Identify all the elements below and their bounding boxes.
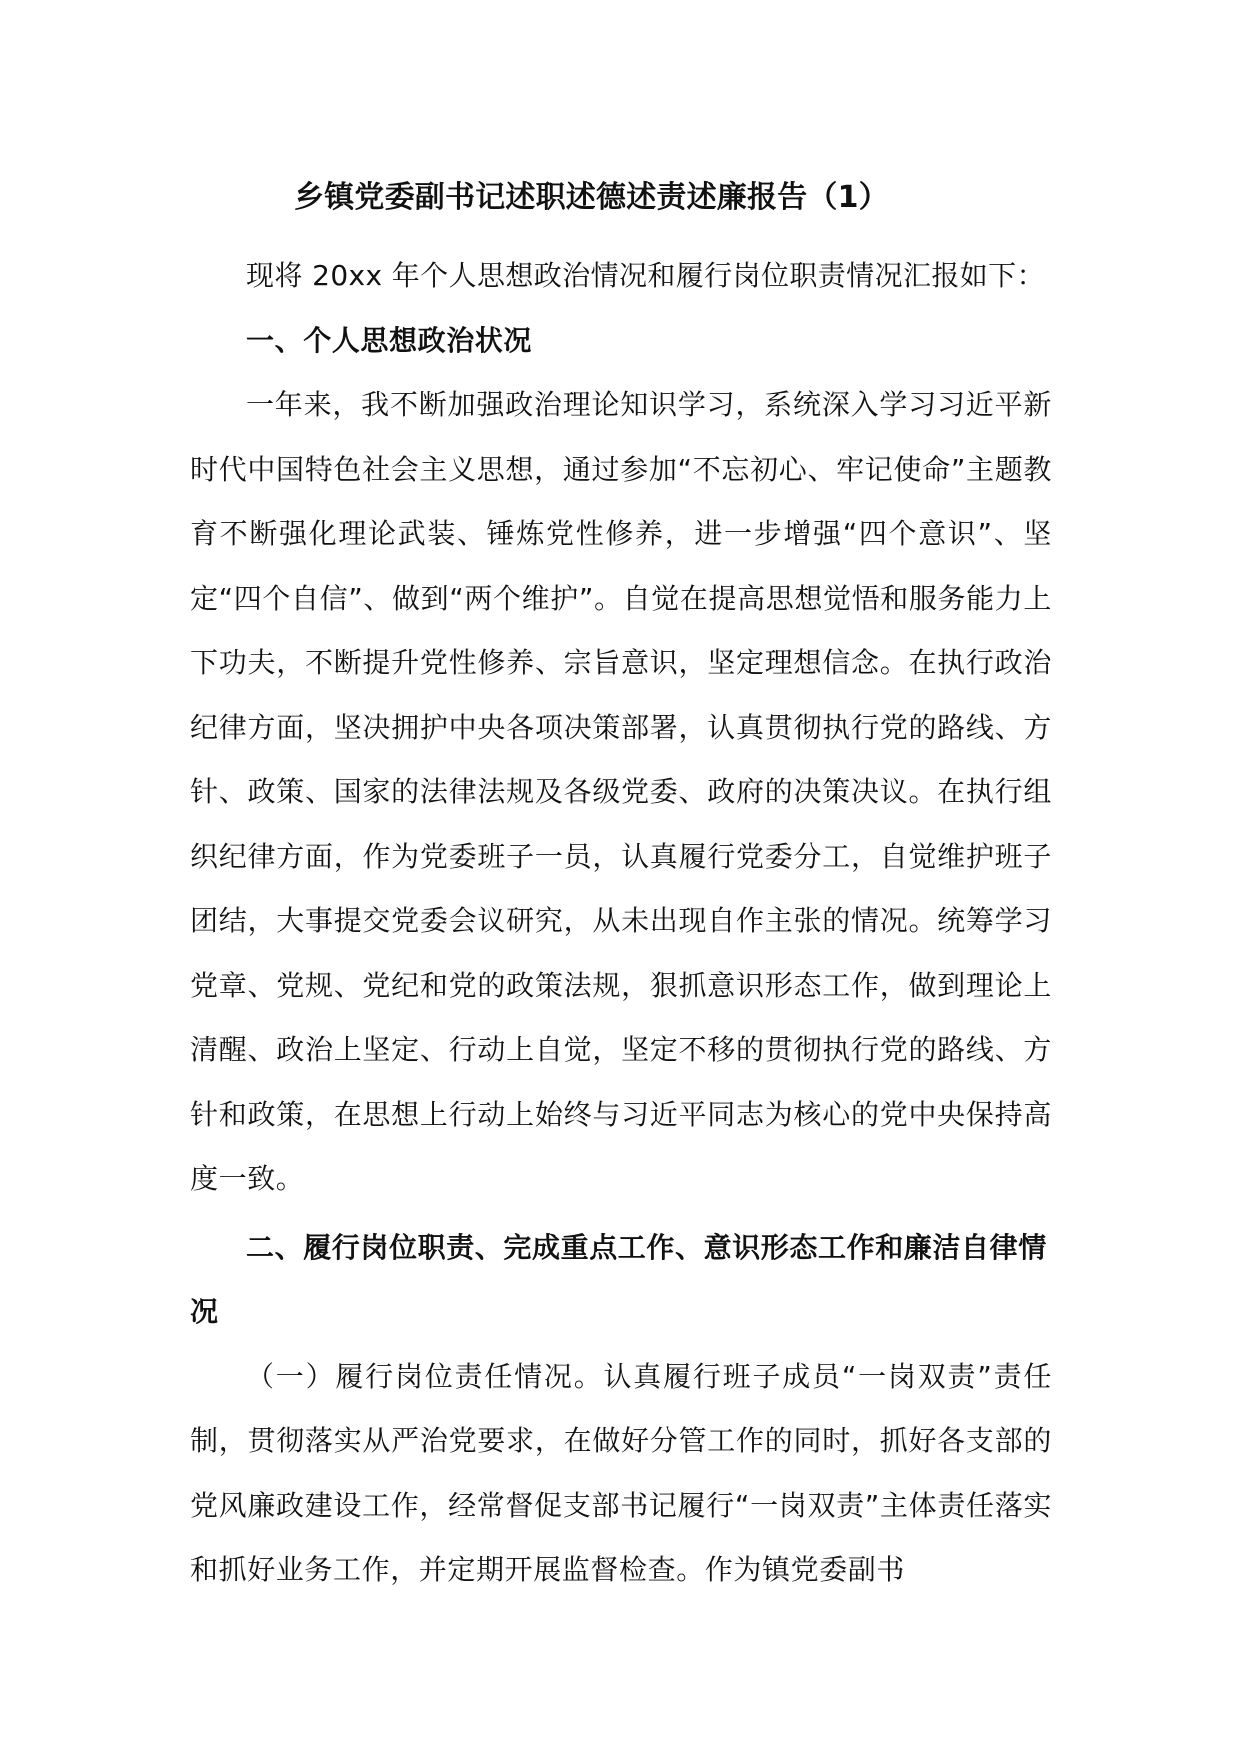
document-title: 乡镇党委副书记述职述德述责述廉报告（1） [294, 180, 889, 215]
section-2-subsection-1-body: （一）履行岗位责任情况。认真履行班子成员“一岗双责”责任制，贯彻落实从严治党要求，在做好分管工作的同时，抓好各支部的党风廉政建设工作，经常督促支部书记履行“一岗双责”主体责任落实和抓好业务工作，并定期开展监督检查。作为镇党委副书 [190, 1359, 1052, 1586]
section-1-body: 一年来，我不断加强政治理论知识学习，系统深入学习习近平新时代中国特色社会主义思想，通过参加“不忘初心、牢记使命”主题教育不断强化理论武装、锤炼党性修养，进一步增强“四个意识”、坚定“四个自信”、做到“两个维护”。自觉在提高思想觉悟和服务能力上下功夫，不断提升党性修养、宗旨意识，坚定理想信念。在执行政治纪律方面，坚决拥护中央各项决策部署，认真贯彻执行党的路线、方针、政策、国家的法律法规及各级党委、政府的决策决议。在执行组织纪律方面，作为党委班子一员，认真履行党委分工，自觉维护班子团结，大事提交党委会议研究，从未出现自作主张的情况。统筹学习党章、党规、党纪和党的政策法规，狠抓意识形态工作，做到理论上清醒、政治上坚定、行动上自觉，坚定不移的贯彻执行党的路线、方针和政策，在思想上行动上始终与习近平同志为核心的党中央保持高度一致。 [190, 388, 1052, 1195]
section-2-heading: 二、履行岗位职责、完成重点工作、意识形态工作和廉洁自律情况 [190, 1230, 1047, 1328]
intro-paragraph: 现将 20xx 年个人思想政治情况和履行岗位职责情况汇报如下： [246, 259, 1045, 292]
document-body [190, 172, 1052, 1603]
section-1-heading: 一、个人思想政治状况 [246, 323, 533, 357]
